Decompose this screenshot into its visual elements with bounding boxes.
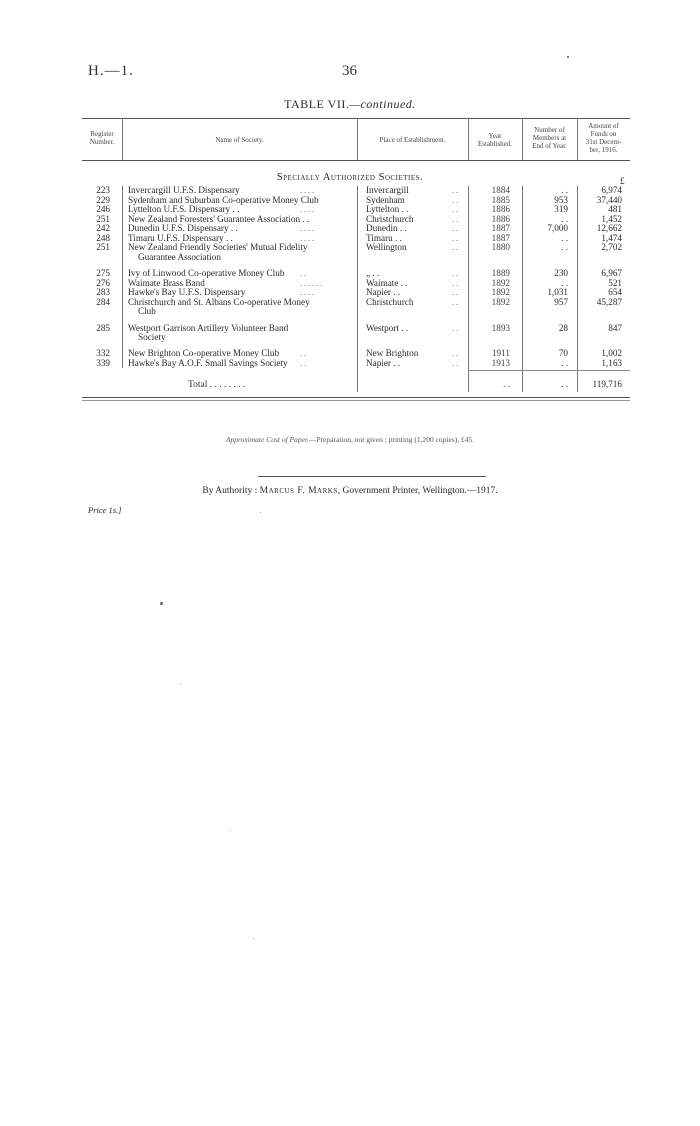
name-leader-dots: . .	[300, 358, 306, 368]
members-count: 319	[554, 204, 568, 214]
col-header-year	[468, 132, 522, 148]
place-leader-dots: . .	[452, 205, 458, 214]
year-established: 1911	[491, 348, 510, 358]
col-header-line: Members at	[532, 134, 567, 142]
col-header-line: Funds on	[590, 130, 617, 138]
place-leader-dots: . .	[452, 288, 458, 297]
funds-amount: 847	[608, 322, 622, 333]
body-col-divider	[468, 186, 469, 392]
col-header-line: Number of	[534, 126, 565, 134]
society-name: Dunedin U.F.S. Dispensary . .	[128, 223, 238, 233]
members-count: 957	[554, 296, 568, 307]
table-bottom-rule-2	[82, 400, 630, 401]
funds-amount: 12,662	[596, 223, 622, 233]
year-established: 1892	[491, 287, 510, 297]
col-header-funds	[577, 122, 630, 154]
price: Price 1s.]	[88, 505, 122, 515]
place-of-establishment: Lyttelton . .	[366, 204, 409, 214]
register-number: 251	[96, 242, 110, 252]
col-header-line: Number.	[89, 138, 115, 146]
place-of-establishment: New Brighton	[366, 348, 419, 358]
col-header-line: Amount of	[588, 122, 619, 130]
table-title	[0, 97, 700, 112]
register-number: 283	[96, 287, 110, 297]
name-leader-dots: . . . .	[300, 205, 314, 214]
speck	[160, 602, 163, 605]
place-leader-dots: . .	[452, 323, 458, 333]
header-bottom-rule	[82, 160, 630, 161]
table-title-main: TABLE VII.	[284, 97, 350, 111]
col-header-line: Established.	[477, 140, 513, 148]
body-col-divider	[122, 186, 123, 368]
members-count: . .	[561, 357, 568, 368]
printer-authority	[0, 486, 700, 496]
society-name: Ivy of Linwood Co-operative Money Club	[128, 268, 285, 278]
place-leader-dots: . .	[452, 214, 458, 224]
funds-amount: 2,702	[601, 242, 622, 252]
place-leader-dots: . .	[452, 297, 458, 307]
society-name: Westport Garrison Artillery Volunteer Band	[128, 322, 289, 333]
year-established: 1892	[491, 296, 510, 307]
funds-amount: 6,967	[601, 268, 622, 278]
year-established: 1884	[491, 185, 510, 195]
members-count: 7,000	[547, 223, 568, 233]
place-leader-dots: . .	[452, 186, 458, 195]
place-leader-dots: . .	[452, 195, 458, 205]
col-header-name: Name of Society.	[215, 136, 264, 144]
register-number: 251	[96, 213, 110, 224]
place-of-establishment: Timaru . .	[366, 232, 402, 243]
col-header-line: End of Year.	[532, 142, 567, 150]
place-leader-dots: . .	[452, 233, 458, 243]
year-established: 1913	[491, 357, 510, 368]
col-header-line: 31st Decem-	[585, 138, 622, 146]
society-name: Christchurch and St. Albans Co-operative Money	[128, 296, 310, 307]
col-header-line: Register	[90, 130, 114, 138]
society-name: New Zealand Friendly Societies' Mutual Fidelity	[128, 242, 308, 252]
name-leader-dots: . . . .	[300, 288, 314, 297]
place-of-establishment: Wellington	[366, 242, 407, 252]
place-of-establishment: Sydenham	[366, 194, 405, 205]
funds-amount: 481	[608, 204, 622, 214]
year-established: 1892	[491, 277, 510, 288]
footnote-text: —Preparation, not given ; printing (1,200 copies), £45.	[308, 435, 475, 444]
year-established: 1887	[491, 232, 510, 243]
funds-amount: 654	[608, 287, 622, 297]
funds-amount: 1,163	[601, 357, 622, 368]
place-of-establishment: „ . .	[366, 268, 380, 278]
name-leader-dots: . .	[300, 349, 306, 358]
register-number: 285	[96, 322, 110, 333]
place-leader-dots: . .	[452, 358, 458, 368]
society-name: New Zealand Foresters' Guarantee Association . .	[128, 213, 310, 224]
year-established: 1885	[491, 194, 510, 205]
register-number: 248	[96, 232, 110, 243]
year-established: 1893	[491, 322, 510, 333]
place-leader-dots: . .	[452, 278, 458, 288]
place-of-establishment: Waimate . .	[366, 277, 408, 288]
society-name: New Brighton Co-operative Money Club	[128, 348, 280, 358]
place-of-establishment: Dunedin . .	[366, 223, 407, 233]
year-established: 1886	[491, 204, 510, 214]
society-name-continued: Guarantee Association	[138, 251, 221, 262]
body-col-divider	[357, 186, 358, 392]
members-count: . .	[561, 277, 568, 288]
society-name: Hawke's Bay A.O.F. Small Savings Society	[128, 357, 288, 368]
place-of-establishment: Christchurch	[366, 296, 414, 307]
page-number: 36	[342, 63, 357, 79]
year-established: 1889	[491, 268, 510, 278]
funds-amount: 1,002	[601, 348, 622, 358]
members-count: 953	[554, 194, 568, 205]
members-count: . .	[561, 185, 568, 195]
total-top-rule	[468, 370, 630, 371]
name-leader-dots: . . . . . .	[300, 278, 322, 288]
name-leader-dots: . . . .	[300, 224, 314, 233]
footnote-label: Approximate Cost of Paper.	[225, 435, 309, 444]
speck	[260, 512, 261, 513]
society-name: Lyttelton U.F.S. Dispensary . .	[128, 204, 240, 214]
speck	[180, 683, 181, 684]
document-reference: H.—1.	[88, 63, 134, 79]
total-year: . .	[503, 379, 510, 389]
society-name: Waimate Brass Band	[128, 277, 205, 288]
authority-rule	[258, 476, 486, 477]
table-bottom-rule	[82, 397, 630, 398]
members-count: 28	[558, 322, 568, 333]
place-of-establishment: Westport . .	[366, 322, 409, 333]
members-count: 70	[558, 348, 568, 358]
society-name-continued: Club	[138, 306, 156, 316]
members-count: . .	[561, 242, 568, 252]
register-number: 339	[96, 357, 110, 368]
members-count: . .	[561, 232, 568, 243]
speck	[253, 938, 254, 939]
total-label: Total . . . . . . . .	[188, 380, 246, 390]
place-leader-dots: . .	[452, 243, 458, 252]
register-number: 332	[96, 348, 110, 358]
place-leader-dots: . .	[452, 269, 458, 278]
body-col-divider	[577, 186, 578, 392]
place-leader-dots: . .	[452, 224, 458, 233]
col-header-members	[522, 126, 577, 150]
register-number: 284	[96, 296, 110, 307]
col-header-register	[82, 130, 122, 146]
register-number: 242	[96, 223, 110, 233]
register-number: 275	[96, 268, 110, 278]
printer-name: Marcus F. Marks	[259, 486, 338, 496]
register-number: 229	[96, 194, 110, 205]
society-name: Timaru U.F.S. Dispensary . .	[128, 232, 233, 243]
name-leader-dots: . .	[300, 269, 306, 278]
society-name-continued: Society	[138, 332, 166, 342]
place-leader-dots: . .	[452, 349, 458, 358]
funds-amount: 6,974	[601, 185, 622, 195]
funds-amount: 521	[608, 277, 622, 288]
members-count: . .	[561, 213, 568, 224]
header-top-rule	[82, 118, 630, 119]
society-name: Hawke's Bay U.F.S. Dispensary	[128, 287, 246, 297]
funds-amount: 45,287	[596, 296, 622, 307]
speck	[567, 56, 569, 58]
section-title: Specially Authorized Societies.	[276, 172, 424, 183]
members-count: 230	[554, 268, 568, 278]
society-name: Invercargill U.F.S. Dispensary	[128, 185, 240, 195]
register-number: 246	[96, 204, 110, 214]
year-established: 1887	[491, 223, 510, 233]
place-of-establishment: Christchurch	[366, 213, 414, 224]
funds-amount: 37,440	[596, 194, 622, 205]
body-col-divider	[522, 186, 523, 392]
speck	[230, 830, 231, 831]
register-number: 276	[96, 277, 110, 288]
register-number: 223	[96, 185, 110, 195]
funds-amount: 1,474	[601, 232, 622, 243]
year-established: 1880	[491, 242, 510, 252]
authority-prefix: By Authority :	[202, 486, 260, 496]
col-header-place: Place of Establishment.	[379, 136, 446, 144]
name-leader-dots: . . . .	[300, 186, 314, 195]
name-leader-dots: . . . .	[300, 233, 314, 243]
currency-symbol: £	[620, 176, 625, 186]
footnote	[0, 435, 700, 444]
total-members: . .	[561, 379, 568, 389]
total-funds: 119,716	[592, 379, 622, 389]
place-of-establishment: Napier . .	[366, 287, 401, 297]
authority-suffix: , Government Printer, Wellington.—1917.	[337, 486, 498, 496]
col-header-line: Year	[488, 132, 502, 140]
members-count: 1,031	[547, 287, 568, 297]
place-of-establishment: Napier . .	[366, 357, 401, 368]
col-header-line: ber, 1916.	[589, 146, 618, 154]
table-title-suffix: —continued.	[349, 97, 416, 111]
place-of-establishment: Invercargill	[366, 185, 409, 195]
year-established: 1886	[491, 213, 510, 224]
funds-amount: 1,452	[601, 213, 622, 224]
society-name: Sydenham and Suburban Co-operative Money Club	[128, 194, 319, 205]
